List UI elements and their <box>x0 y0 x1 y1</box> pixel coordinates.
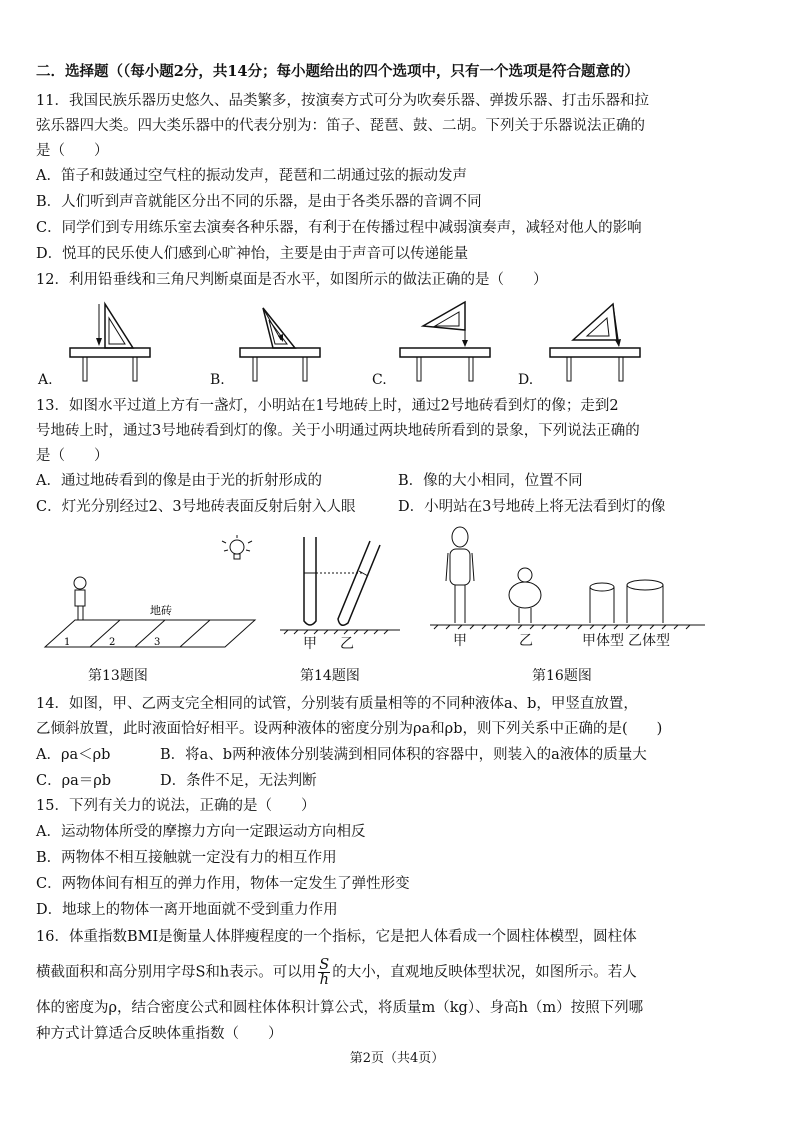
q12-label-d: D. <box>518 372 534 388</box>
model-a-cylinder <box>590 583 614 623</box>
q12-figure-c <box>395 300 495 382</box>
q13-option-a: A．通过地砖看到的像是由于光的折射形成的 <box>36 473 322 489</box>
fig13-diagram <box>40 535 270 655</box>
q12-label-b: B. <box>210 372 225 388</box>
q11-option-b: B．人们听到声音就能区分出不同的乐器，是由于各类乐器的音调不同 <box>36 194 482 210</box>
fraction-denominator: h <box>319 972 329 988</box>
q12-figures <box>38 300 760 390</box>
q12-figure-a <box>65 300 155 382</box>
q14-option-d: D．条件不足，无法判断 <box>160 773 317 789</box>
q14-stem-line2: 乙倾斜放置，此时液面恰好相平。设两种液体的密度分别为ρa和ρb，则下列关系中正确的是( ) <box>36 721 663 737</box>
model-b-cylinder <box>627 580 663 623</box>
q16-stem-line2 <box>36 958 637 987</box>
fig14-caption: 第14题图 <box>300 668 360 684</box>
person-b-figure <box>509 568 541 623</box>
q13-option-b: B．像的大小相同，位置不同 <box>398 473 583 489</box>
tube-b-label: 乙 <box>340 636 354 652</box>
floor-label: 地砖 <box>150 604 172 617</box>
q16-line2-part2: 的大小，直观地反映体型状况，如图所示。若人 <box>332 964 637 981</box>
q16-line2-part1: 横截面积和高分别用字母S和h表示。可以用 <box>36 964 317 981</box>
q11-stem-line2: 弦乐器四大类。四大类乐器中的代表分别为：笛子、琵琶、鼓、二胡。下列关于乐器说法正确的 <box>36 118 645 134</box>
person-a-figure <box>446 527 474 623</box>
q12-stem: 12．利用铅垂线和三角尺判断桌面是否水平，如图所示的做法正确的是（ ） <box>36 272 548 288</box>
person-a-label: 甲 <box>453 633 467 649</box>
q15-stem: 15．下列有关力的说法，正确的是（ ） <box>36 798 316 814</box>
q14-stem-line1: 14．如图，甲、乙两支完全相同的试管，分别装有质量相等的不同种液体a、b，甲竖直放置， <box>36 696 638 712</box>
q15-option-c: C．两物体间有相互的弹力作用，物体一定发生了弹性形变 <box>36 876 410 892</box>
s-over-h-fraction <box>318 958 330 987</box>
fraction-numerator: S <box>319 957 330 973</box>
q16-stem-line3: 体的密度为ρ，结合密度公式和圆柱体体积计算公式，将质量m（kg）、身高h（m）按照下列哪 <box>36 1000 644 1016</box>
fig16-caption: 第16题图 <box>532 668 592 684</box>
q13-option-c: C．灯光分别经过2、3号地砖表面反射后射入人眼 <box>36 499 356 515</box>
fig13-caption: 第13题图 <box>88 668 148 684</box>
q15-option-b: B．两物体不相互接触就一定没有力的相互作用 <box>36 850 337 866</box>
q13-stem-line3: 是（ ） <box>36 448 109 464</box>
q15-option-d: D．地球上的物体一离开地面就不受到重力作用 <box>36 902 338 918</box>
section-header: 二．选择题（（每小题2分，共14分；每小题给出的四个选项中，只有一个选项是符合题意的） <box>36 63 640 80</box>
q12-label-c: C. <box>372 372 387 388</box>
q14-option-c: C．ρa＝ρb <box>36 773 112 789</box>
q13-stem-line1: 13．如图水平过道上方有一盏灯，小明站在1号地砖上时，通过2号地砖看到灯的像；走到2 <box>36 398 619 414</box>
lamp-icon <box>222 535 252 559</box>
q11-option-c: C．同学们到专用练乐室去演奏各种乐器，有利于在传播过程中减弱演奏声，减轻对他人的影响 <box>36 220 642 236</box>
fig14-diagram <box>280 535 400 645</box>
q11-stem-line1: 11．我国民族乐器历史悠久、品类繁多，按演奏方式可分为吹奏乐器、弹拨乐器、打击乐器和拉 <box>36 93 649 109</box>
tile-1: 1 <box>64 637 71 648</box>
q12-label-a: A. <box>38 372 53 388</box>
fig16-diagram <box>430 525 710 635</box>
q14-option-b: B．将a、b两种液体分别装满到相同体积的容器中，则装入的a液体的质量大 <box>160 747 647 763</box>
tile-2: 2 <box>109 637 116 648</box>
tube-a-label: 甲 <box>303 636 317 652</box>
model-a-label: 甲体型 <box>582 633 624 649</box>
tile-3: 3 <box>154 637 161 648</box>
model-b-label: 乙体型 <box>628 633 670 649</box>
q16-stem-line4: 种方式计算适合反映体重指数（ ） <box>36 1026 283 1042</box>
q13-option-d: D．小明站在3号地砖上将无法看到灯的像 <box>398 499 666 515</box>
person-b-label: 乙 <box>519 633 533 649</box>
boy-figure <box>74 577 86 620</box>
q11-option-d: D．悦耳的民乐使人们感到心旷神怡，主要是由于声音可以传递能量 <box>36 246 469 262</box>
q12-figure-d <box>545 300 645 382</box>
q14-option-a: A．ρa＜ρb <box>36 747 111 763</box>
q12-figure-b <box>235 300 325 382</box>
q13-stem-line2: 号地砖上时，通过3号地砖看到灯的像。关于小明通过两块地砖所看到的景象，下列说法正确的 <box>36 423 640 439</box>
q11-stem-line3: 是（ ） <box>36 143 109 159</box>
q15-option-a: A．运动物体所受的摩擦力方向一定跟运动方向相反 <box>36 824 366 840</box>
q11-option-a: A．笛子和鼓通过空气柱的振动发声，琵琶和二胡通过弦的振动发声 <box>36 168 467 184</box>
q16-stem-line1: 16．体重指数BMI是衡量人体胖瘦程度的一个指标，它是把人体看成一个圆柱体模型，圆柱体 <box>36 929 637 945</box>
page-footer: 第2页（共4页） <box>349 1051 445 1066</box>
